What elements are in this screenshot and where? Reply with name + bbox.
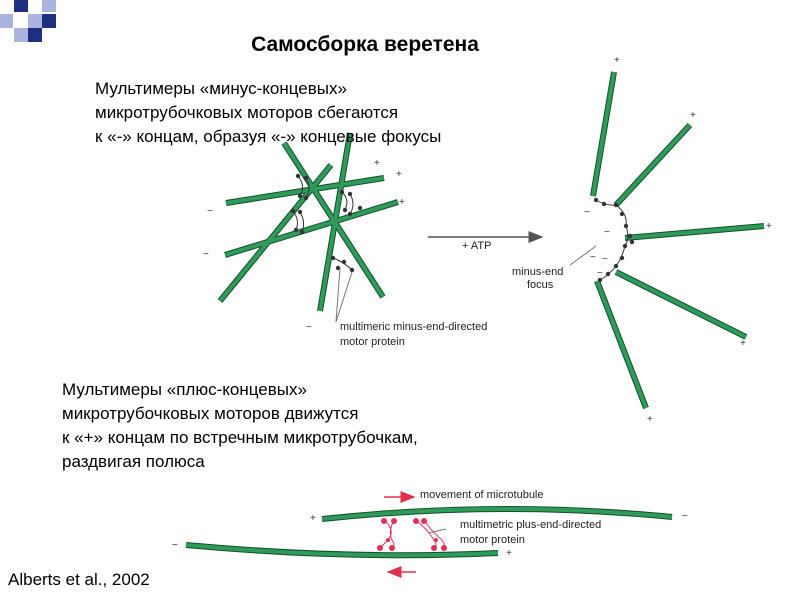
movement-label: movement of microtubule [420,489,544,501]
svg-text:+: + [396,169,402,180]
paragraph-line: к «-» концам, образуя «-» концевые фокусы [95,127,442,146]
svg-text:−: − [604,227,610,238]
svg-text:−: − [602,254,608,265]
svg-text:+: + [310,513,316,524]
svg-text:+: + [614,55,620,66]
unorganized-microtubules [220,133,398,311]
minus-end-paragraph [95,77,441,149]
svg-text:−: − [306,322,312,333]
paragraph-line: раздвигая полюса [62,452,205,471]
minus-motor-label-line2: motor protein [340,336,405,348]
minus-motor-label-line1: multimeric minus-end-directed [340,321,488,333]
paragraph-line: микротрубочковых моторов движутся [62,404,359,423]
plus-end-motor-protein [377,518,447,551]
antiparallel-microtubules [186,509,672,555]
plus-end-paragraph [62,378,418,474]
paragraph-line: микротрубочковых моторов сбегаются [95,103,399,122]
svg-text:−: − [590,252,596,263]
svg-text:+: + [690,110,696,121]
plus-motor-label-line1: multimetric plus-end-directed [460,519,602,531]
slide-title: Самосборка веретена [251,33,479,56]
svg-text:−: − [597,268,603,279]
svg-text:+: + [374,158,380,169]
svg-text:−: − [203,249,209,260]
paragraph-line: Мультимеры «плюс-концевых» [62,380,307,399]
svg-text:+: + [399,197,405,208]
plus-motor-label-line2: motor protein [460,534,525,546]
svg-text:+: + [506,548,512,559]
svg-text:+: + [766,221,772,232]
svg-text:−: − [682,511,688,522]
paragraph-line: к «+» концам по встречным микротрубочкам, [62,428,418,447]
svg-text:+: + [647,414,653,425]
focus-label-line1: minus-end [512,266,564,278]
paragraph-line: Мультимеры «минус-концевых» [95,79,347,98]
atp-label: + ATP [462,240,492,252]
svg-text:−: − [172,540,178,551]
svg-text:+: + [740,338,746,349]
svg-text:−: − [584,207,590,218]
svg-text:−: − [207,206,213,217]
citation: Alberts et al., 2002 [8,570,150,589]
focus-label-line2: focus [527,279,554,291]
organized-aster-microtubules [593,72,764,408]
left-cluster-polarity-signs [203,158,405,333]
aster-polarity-signs [584,55,772,425]
